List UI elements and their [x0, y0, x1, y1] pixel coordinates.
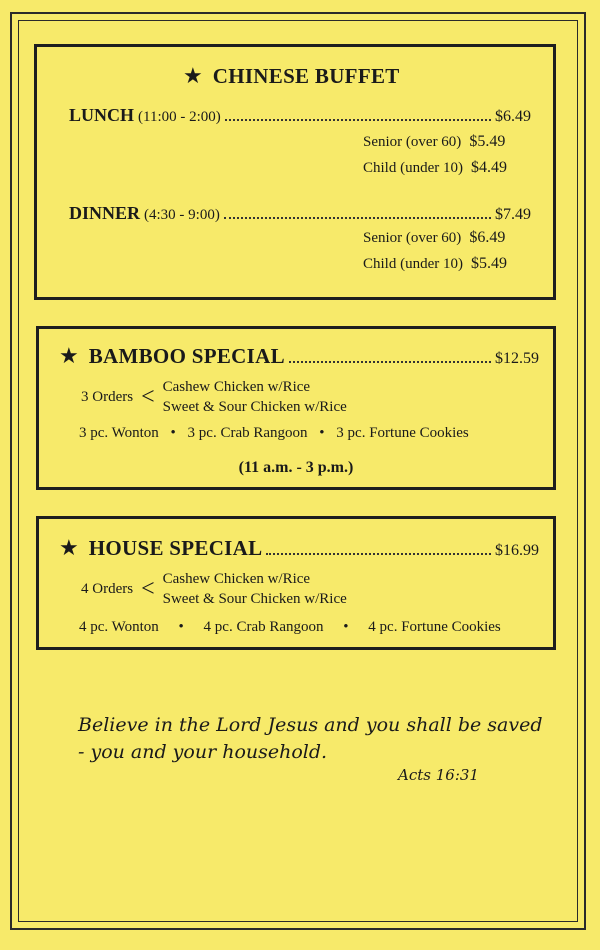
- bible-verse: Believe in the Lord Jesus and you shall be saved - you and your household.: [78, 714, 543, 763]
- bracket-icon: <: [141, 575, 155, 602]
- star-icon: ★: [59, 343, 79, 368]
- star-icon: ★: [59, 535, 79, 560]
- bamboo-time: (11 a.m. - 3 p.m.): [238, 459, 354, 476]
- house-box: [36, 516, 556, 650]
- leader-dots: [289, 361, 491, 363]
- dinner-senior-row: Senior (over 60) $6.49: [363, 229, 506, 246]
- dinner-row: DINNER (4:30 - 9:00) $7.49: [69, 203, 531, 223]
- star-icon: ★: [183, 63, 203, 88]
- house-orders: 4 Orders < Cashew Chicken w/Rice Sweet & Sour Chicken w/Rice: [81, 571, 347, 607]
- verse-reference: Acts 16:31: [398, 766, 479, 784]
- buffet-box: [34, 44, 556, 300]
- lunch-senior-row: Senior (over 60) $5.49: [363, 133, 506, 150]
- bamboo-orders: 3 Orders < Cashew Chicken w/Rice Sweet & Sour Chicken w/Rice: [81, 379, 347, 415]
- leader-dots: [224, 217, 491, 219]
- lunch-child-row: Child (under 10) $4.49: [363, 159, 507, 176]
- dinner-child-row: Child (under 10) $5.49: [363, 255, 507, 272]
- bamboo-items: Cashew Chicken w/Rice Sweet & Sour Chicken w/Rice: [162, 379, 347, 415]
- bracket-icon: <: [141, 383, 155, 410]
- bamboo-box: [36, 326, 556, 490]
- house-title-row: ★ HOUSE SPECIAL $16.99: [59, 535, 539, 560]
- house-items: Cashew Chicken w/Rice Sweet & Sour Chicken w/Rice: [162, 571, 347, 607]
- house-sides: 4 pc. Wonton • 4 pc. Crab Rangoon • 4 pc. Fortune Cookies: [79, 619, 501, 635]
- buffet-title: ★ CHINESE BUFFET: [183, 63, 400, 88]
- lunch-row: LUNCH (11:00 - 2:00) $6.49: [69, 105, 531, 125]
- leader-dots: [266, 553, 491, 555]
- bamboo-sides: 3 pc. Wonton • 3 pc. Crab Rangoon • 3 pc. Fortune Cookies: [79, 425, 469, 441]
- leader-dots: [225, 119, 491, 121]
- bamboo-title-row: ★ BAMBOO SPECIAL $12.59: [59, 343, 539, 368]
